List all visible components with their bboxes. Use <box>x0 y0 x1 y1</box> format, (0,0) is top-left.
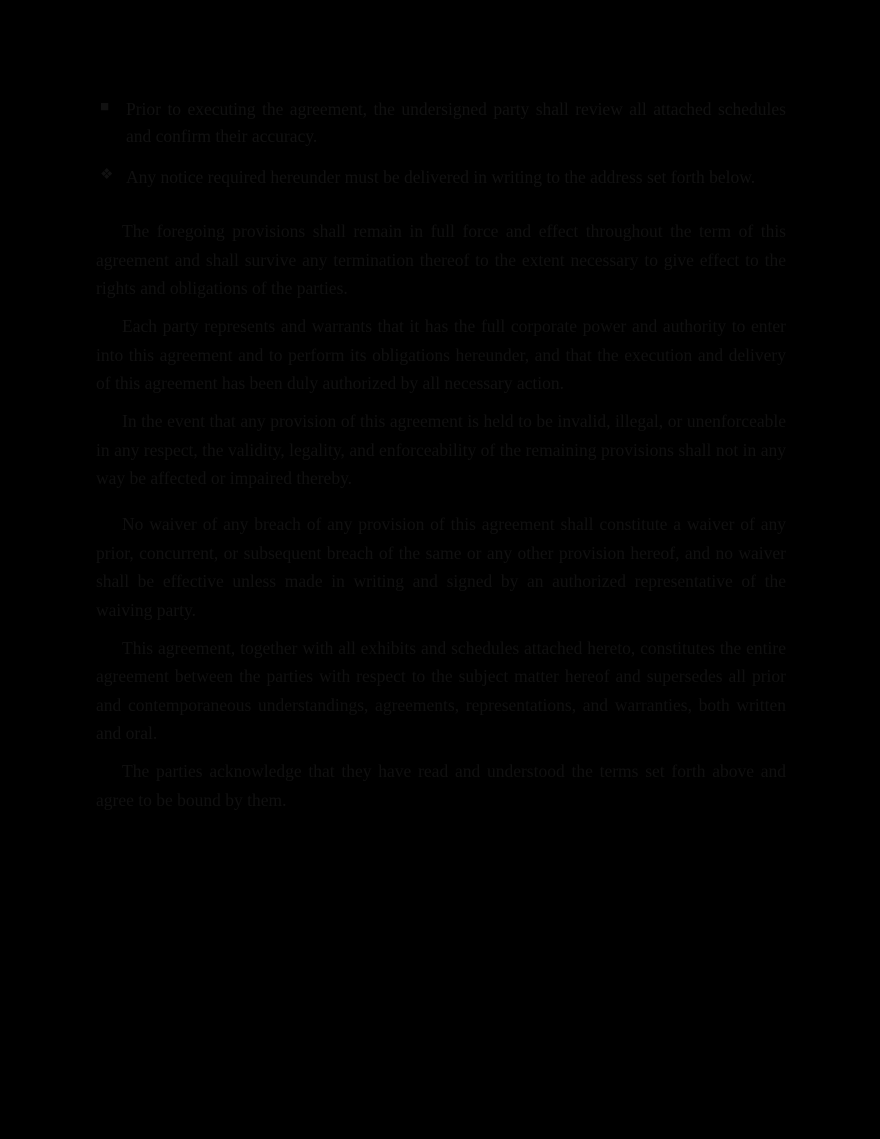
document-body <box>96 96 786 1080</box>
paragraph: The parties acknowledge that they have read and understood the terms set forth above and agree to be bound by them. <box>96 761 786 810</box>
section-two <box>96 510 786 813</box>
paragraph: The foregoing provisions shall remain in full force and effect throughout the term of this agreement and shall survive any termination thereof to the extent necessary to give effect to the rights and obligations of the parties. <box>96 221 786 299</box>
diamond-bullet-icon: ❖ <box>100 167 114 184</box>
paragraph: No waiver of any breach of any provision of this agreement shall constitute a waiver of any prior, concurrent, or subsequent breach of the same or any other provision hereof, and no waiver shall be effective unless made in writing and signed by an authorized representative of the waiving party. <box>96 514 786 620</box>
bullet-list <box>96 96 786 191</box>
list-item <box>96 96 786 150</box>
list-item <box>96 164 786 191</box>
section-one <box>96 217 786 492</box>
square-bullet-icon: ■ <box>100 99 110 115</box>
paragraph: Each party represents and warrants that it has the full corporate power and authority to enter into this agreement and to perform its obligations hereunder, and that the execution and delivery of this agreement has been duly authorized by all necessary action. <box>96 316 786 394</box>
list-item-text: Prior to executing the agreement, the undersigned party shall review all attached schedules and confirm their accuracy. <box>126 99 786 147</box>
list-item-text: Any notice required hereunder must be delivered in writing to the address set forth below. <box>126 167 756 188</box>
page-footer-space <box>96 820 786 1080</box>
paragraph: This agreement, together with all exhibits and schedules attached hereto, constitutes the entire agreement between the parties with respect to the subject matter hereof and supersedes all prior and contemporaneous understandings, agreements, representations, and warranties, both written and oral. <box>96 637 786 743</box>
paragraph: In the event that any provision of this agreement is held to be invalid, illegal, or unenforceable in any respect, the validity, legality, and enforceability of the remaining provisions shall not in any way be affected or impaired thereby. <box>96 411 786 489</box>
